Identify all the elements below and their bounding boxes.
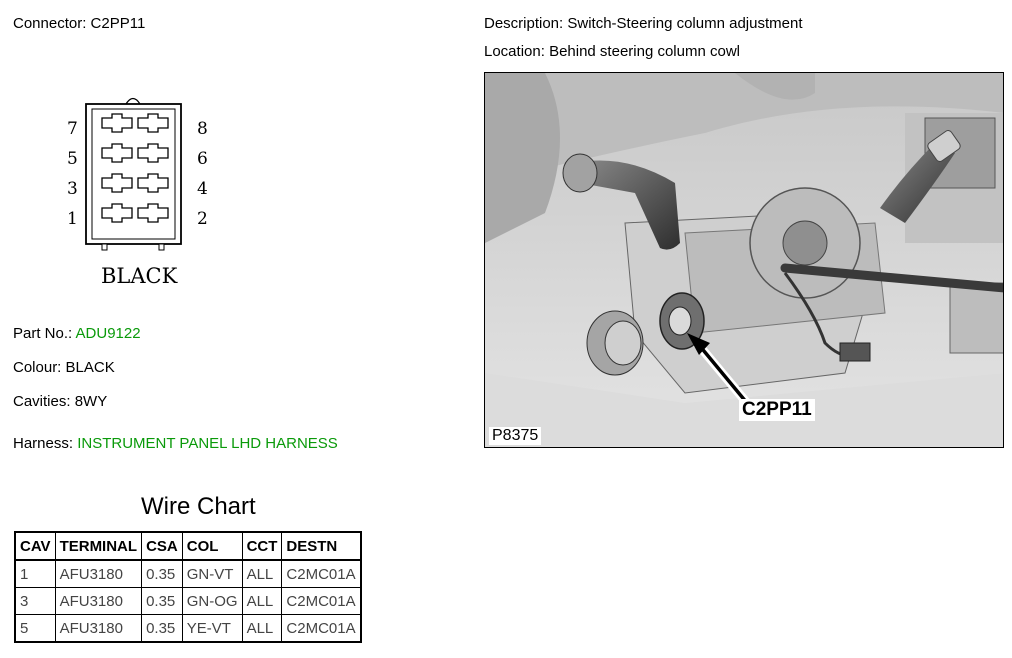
cell-cct: ALL bbox=[242, 588, 282, 615]
cell-col: YE-VT bbox=[182, 615, 242, 643]
connector-colour-text: BLACK bbox=[101, 264, 178, 288]
cell-col: GN-VT bbox=[182, 560, 242, 588]
cell-csa: 0.35 bbox=[142, 588, 183, 615]
cell-csa: 0.35 bbox=[142, 615, 183, 643]
col-header-destn: DESTN bbox=[282, 532, 361, 560]
cavities-value: 8WY bbox=[74, 393, 108, 410]
cell-cav: 5 bbox=[15, 615, 55, 643]
table-row bbox=[15, 588, 361, 615]
connector-value: C2PP11 bbox=[90, 15, 146, 32]
steering-column-illustration bbox=[485, 73, 1004, 448]
connector-line bbox=[13, 15, 145, 33]
colour-value: BLACK bbox=[65, 359, 115, 376]
pin-label-2: 2 bbox=[197, 209, 208, 229]
col-header-cct: CCT bbox=[242, 532, 282, 560]
connector-diagram bbox=[58, 93, 228, 293]
cell-destn: C2MC01A bbox=[282, 588, 361, 615]
col-header-terminal: TERMINAL bbox=[55, 532, 142, 560]
harness-link[interactable]: INSTRUMENT PANEL LHD HARNESS bbox=[77, 435, 338, 452]
photo-callout-label: C2PP11 bbox=[739, 399, 815, 421]
cell-cav: 1 bbox=[15, 560, 55, 588]
part-no-label: Part No.: bbox=[13, 325, 73, 342]
cell-destn: C2MC01A bbox=[282, 560, 361, 588]
wire-chart-table bbox=[14, 531, 362, 643]
table-row bbox=[15, 560, 361, 588]
location-value: Behind steering column cowl bbox=[549, 43, 740, 60]
pin-label-5: 5 bbox=[67, 149, 78, 169]
part-no-link[interactable]: ADU9122 bbox=[75, 325, 141, 342]
pin-label-4: 4 bbox=[197, 179, 208, 199]
pin-label-1: 1 bbox=[67, 209, 78, 229]
harness-line bbox=[13, 435, 338, 453]
pin-label-3: 3 bbox=[67, 179, 78, 199]
cavities-label: Cavities: bbox=[13, 393, 71, 410]
cell-cct: ALL bbox=[242, 560, 282, 588]
description-value: Switch-Steering column adjustment bbox=[567, 15, 803, 32]
col-header-csa: CSA bbox=[142, 532, 183, 560]
connector-label: Connector: bbox=[13, 15, 87, 32]
cell-cct: ALL bbox=[242, 615, 282, 643]
cell-terminal: AFU3180 bbox=[55, 615, 142, 643]
cell-col: GN-OG bbox=[182, 588, 242, 615]
pin-label-6: 6 bbox=[197, 149, 208, 169]
wire-chart-title: Wire Chart bbox=[141, 493, 256, 520]
pin-label-7: 7 bbox=[67, 119, 78, 139]
location-line bbox=[484, 43, 740, 61]
location-photo bbox=[484, 72, 1004, 448]
cell-terminal: AFU3180 bbox=[55, 588, 142, 615]
description-line bbox=[484, 15, 802, 33]
photo-figure-id: P8375 bbox=[489, 427, 541, 445]
table-row bbox=[15, 615, 361, 643]
col-header-cav: CAV bbox=[15, 532, 55, 560]
cell-csa: 0.35 bbox=[142, 560, 183, 588]
cell-cav: 3 bbox=[15, 588, 55, 615]
part-no-line bbox=[13, 325, 141, 343]
harness-label: Harness: bbox=[13, 435, 74, 452]
colour-line bbox=[13, 359, 115, 377]
location-label: Location: bbox=[484, 43, 545, 60]
description-label: Description: bbox=[484, 15, 564, 32]
pin-label-8: 8 bbox=[197, 119, 208, 139]
cavities-line bbox=[13, 393, 107, 411]
colour-label: Colour: bbox=[13, 359, 62, 376]
cell-terminal: AFU3180 bbox=[55, 560, 142, 588]
col-header-col: COL bbox=[182, 532, 242, 560]
wire-chart-header-row bbox=[15, 532, 361, 560]
cell-destn: C2MC01A bbox=[282, 615, 361, 643]
